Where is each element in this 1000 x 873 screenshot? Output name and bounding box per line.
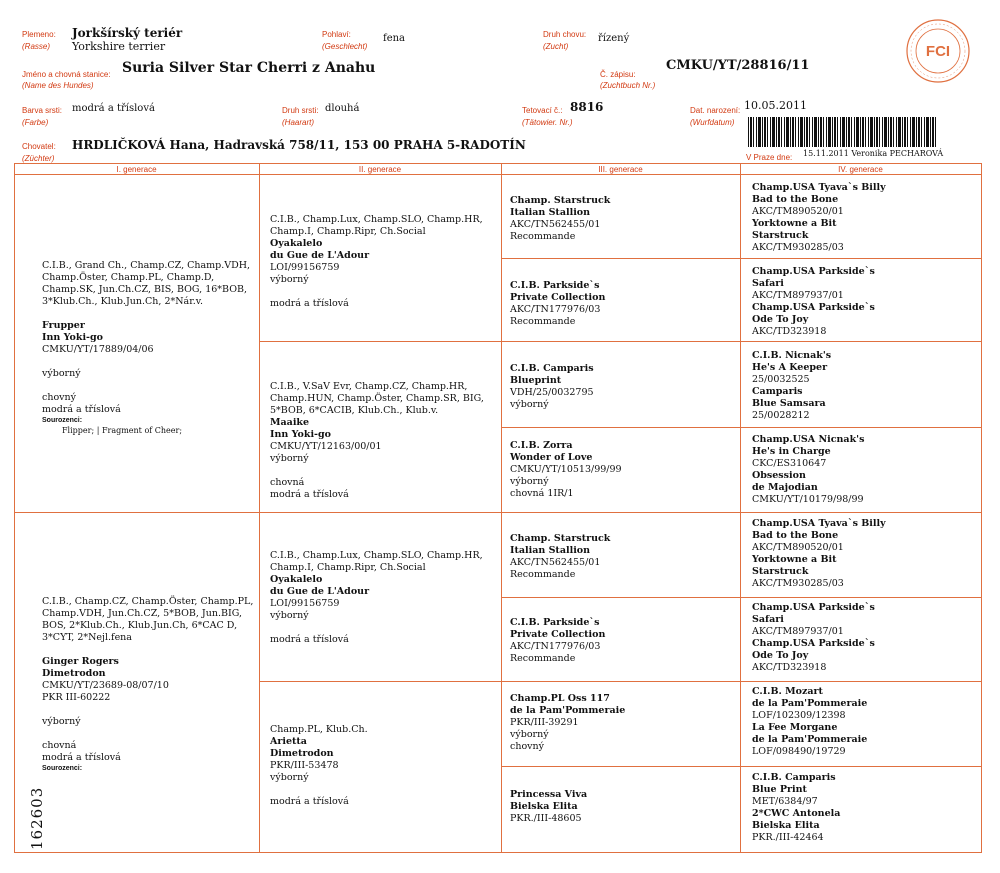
label-jmeno-de: (Name des Hundes) <box>22 81 94 90</box>
gen1-sire-siblings: Flipper; | Fragment of Cheer; <box>62 426 183 435</box>
barcode <box>748 117 938 147</box>
issued-prefix: V Praze dne: <box>746 153 793 162</box>
gen1-dam-name: Ginger Rogers <box>42 656 119 667</box>
tattoo-value: 8816 <box>570 100 604 114</box>
grid-left <box>14 163 15 853</box>
label-pohlavi: Pohlaví: <box>322 30 351 39</box>
label-plemeno: Plemeno: <box>22 30 56 39</box>
grid-e7 <box>501 766 982 767</box>
color-value: modrá a tříslová <box>72 103 155 114</box>
label-plemeno-de: (Rasse) <box>22 42 51 51</box>
grid-q1 <box>259 341 982 342</box>
label-narozeni: Dat. narození: <box>690 106 741 115</box>
breed-value: Jorkšírský teriér <box>72 26 183 40</box>
label-tetovaci-de: (Tätowier. Nr.) <box>522 118 573 127</box>
gen-header-2: II. generace <box>358 165 402 174</box>
gen1-sire-reg: CMKU/YT/17889/04/06 <box>42 344 154 355</box>
issued-value: 15.11.2011 Veronika PECHAROVÁ <box>803 149 944 158</box>
gen4-cell-7: C.I.B. Mozart de la Pam'Pommeraie LOF/102309/12398 La Fee Morgane de la Pam'Pommeraie LOF/098490/19729 <box>752 686 868 757</box>
label-tetovaci: Tetovací č.: <box>522 106 563 115</box>
gen4-cell-4: Champ.USA Nicnak's He's in Charge CKC/ES310647 Obsession de Majodian CMKU/YT/10179/98/99 <box>752 434 865 505</box>
grid-q3 <box>259 681 982 682</box>
gen3-cell-4: C.I.B. Zorra Wonder of Love CMKU/YT/10513/99/99 výborný chovná 1IR/1 <box>510 440 622 499</box>
gen-header-3: III. generace <box>598 165 643 174</box>
grid-right <box>981 163 982 853</box>
gen1-dam: C.I.B., Champ.CZ, Champ.Öster, Champ.PL, Champ.VDH, Jun.Ch.CZ, 5*BOB, Jun.BIG, BOS, 2*Klub.Ch., Klub.Jun.Ch, 6*CAC D, 3*CYT, 2*Nejl.fena Ginger Rogers Dimetrodon CMKU/YT/23689-08/07/10 PKR III-60222 výborný chovná modrá a tříslová Sourozenci: <box>42 596 254 772</box>
gen4-cell-2: Champ.USA Parkside`s Safari AKC/TM897937/01 Champ.USA Parkside`s Ode To Joy AKC/TD323918 <box>752 266 875 337</box>
breed-value-en: Yorkshire terrier <box>72 40 166 53</box>
coat-value: dlouhá <box>325 103 360 114</box>
gen1-dam-siblings-label: Sourozenci: <box>42 765 83 772</box>
gen2-cell-4: Champ.PL, Klub.Ch. Arietta Dimetrodon PKR/III-53478 výborný modrá a tříslová <box>270 724 368 807</box>
grid-bottom <box>14 852 982 853</box>
serial-number: 162603 <box>28 786 46 850</box>
grid-e3 <box>501 427 982 428</box>
gen1-sire: C.I.B., Grand Ch., Champ.CZ, Champ.VDH, Champ.Öster, Champ.PL, Champ.D, Champ.SK, Jun.Ch.CZ, BIS, BOG, 16*BOB, 3*Klub.Ch., Klub.Jun.Ch, 2*Nár.v. Frupper Inn Yoki-go CMKU/YT/17889/04/06 výborný chovný modrá a tříslová Sourozenci: Flipper; | Fragment of Cheer; <box>42 260 251 435</box>
gen3-cell-1: Champ. Starstruck Italian Stallion AKC/TN562455/01 Recommande <box>510 195 611 242</box>
label-druh-srsti-de: (Haarart) <box>282 118 315 127</box>
gen4-cell-3: C.I.B. Nicnak's He's A Keeper 25/0032525 Camparis Blue Samsara 25/0028212 <box>752 350 832 421</box>
breeder-value: HRDLIČKOVÁ Hana, Hadravská 758/11, 153 00 PRAHA 5-RADOTÍN <box>72 138 526 152</box>
gen3-cell-8: Princessa Viva Bielska Elita PKR./III-48605 <box>510 789 588 824</box>
gen2-cell-2: C.I.B., V.SaV Evr, Champ.CZ, Champ.HR, Champ.HUN, Champ.Öster, Champ.SR, BIG, 5*BOB, 6*CACIB, Klub.Ch., Klub.v. Maaike Inn Yoki-go CMKU/YT/12163/00/01 výborný chovná modrá a tříslová <box>270 381 484 500</box>
gen4-cell-1: Champ.USA Tyava`s Billy Bad to the Bone AKC/TM890520/01 Yorktowne a Bit Starstruck AKC/TM930285/03 <box>752 182 886 253</box>
gen4-cell-8: C.I.B. Camparis Blue Print MET/6384/97 2*CWC Antonela Bielska Elita PKR./III-42464 <box>752 772 841 843</box>
gen1-dam-reg: CMKU/YT/23689-08/07/10 <box>42 680 169 691</box>
gen3-cell-2: C.I.B. Parkside`s Private Collection AKC/TN177976/03 Recommande <box>510 280 606 327</box>
stamp-text: FCI <box>925 43 951 60</box>
grid-c2 <box>501 163 502 853</box>
label-chovatel: Chovatel: <box>22 142 56 151</box>
gen3-cell-3: C.I.B. Camparis Blueprint VDH/25/0032795 výborný <box>510 363 594 410</box>
birth-date-value: 10.05.2011 <box>744 99 807 112</box>
gen3-cell-5: Champ. Starstruck Italian Stallion AKC/TN562455/01 Recommande <box>510 533 611 580</box>
gen2-cell-1: C.I.B., Champ.Lux, Champ.SLO, Champ.HR, Champ.I, Champ.Ripr, Ch.Social Oyakalelo du Gue de L'Adour LOI/99156759 výborný modrá a tříslová <box>270 214 483 309</box>
label-pohlavi-de: (Geschlecht) <box>322 42 368 51</box>
label-zapis-de: (Zuchtbuch Nr.) <box>600 81 656 90</box>
gen1-sire-name: Frupper <box>42 320 85 331</box>
gen-header-4: IV. generace <box>838 165 883 174</box>
grid-c3 <box>740 163 741 853</box>
label-chovatel-de: (Züchter) <box>22 154 55 163</box>
gen3-cell-6: C.I.B. Parkside`s Private Collection AKC/TN177976/03 Recommande <box>510 617 606 664</box>
breeding-type-value: řízený <box>598 33 630 44</box>
label-barva-de: (Farbe) <box>22 118 49 127</box>
dog-name-value: Suria Silver Star Cherri z Anahu <box>122 60 376 76</box>
label-zapis: Č. zápisu: <box>600 70 636 79</box>
gen4-cell-5: Champ.USA Tyava`s Billy Bad to the Bone AKC/TM890520/01 Yorktowne a Bit Starstruck AKC/TM930285/03 <box>752 518 886 589</box>
gen-header-1: I. generace <box>116 165 157 174</box>
label-narozeni-de: (Wurfdatum) <box>690 118 735 127</box>
gen4-cell-6: Champ.USA Parkside`s Safari AKC/TM897937/01 Champ.USA Parkside`s Ode To Joy AKC/TD323918 <box>752 602 875 673</box>
label-barva: Barva srsti: <box>22 106 63 115</box>
grid-top <box>14 163 982 164</box>
fci-stamp <box>905 18 971 84</box>
registration-value: CMKU/YT/28816/11 <box>666 58 810 73</box>
grid-mid <box>14 512 982 513</box>
label-druh-chovu-de: (Zucht) <box>543 42 569 51</box>
gen3-cell-7: Champ.PL Oss 117 de la Pam'Pommeraie PKR/III-39291 výborný chovný <box>510 693 626 752</box>
grid-e5 <box>501 597 982 598</box>
gen1-sire-siblings-label: Sourozenci: <box>42 417 83 424</box>
grid-c1 <box>259 163 260 853</box>
gen2-cell-3: C.I.B., Champ.Lux, Champ.SLO, Champ.HR, Champ.I, Champ.Ripr, Ch.Social Oyakalelo du Gue de L'Adour LOI/99156759 výborný modrá a tříslová <box>270 550 483 645</box>
sex-value: fena <box>383 33 406 44</box>
label-druh-srsti: Druh srsti: <box>282 106 319 115</box>
label-druh-chovu: Druh chovu: <box>543 30 587 39</box>
grid-gen-header <box>14 174 982 175</box>
grid-e1 <box>501 258 982 259</box>
label-jmeno: Jméno a chovná stanice: <box>22 70 111 79</box>
